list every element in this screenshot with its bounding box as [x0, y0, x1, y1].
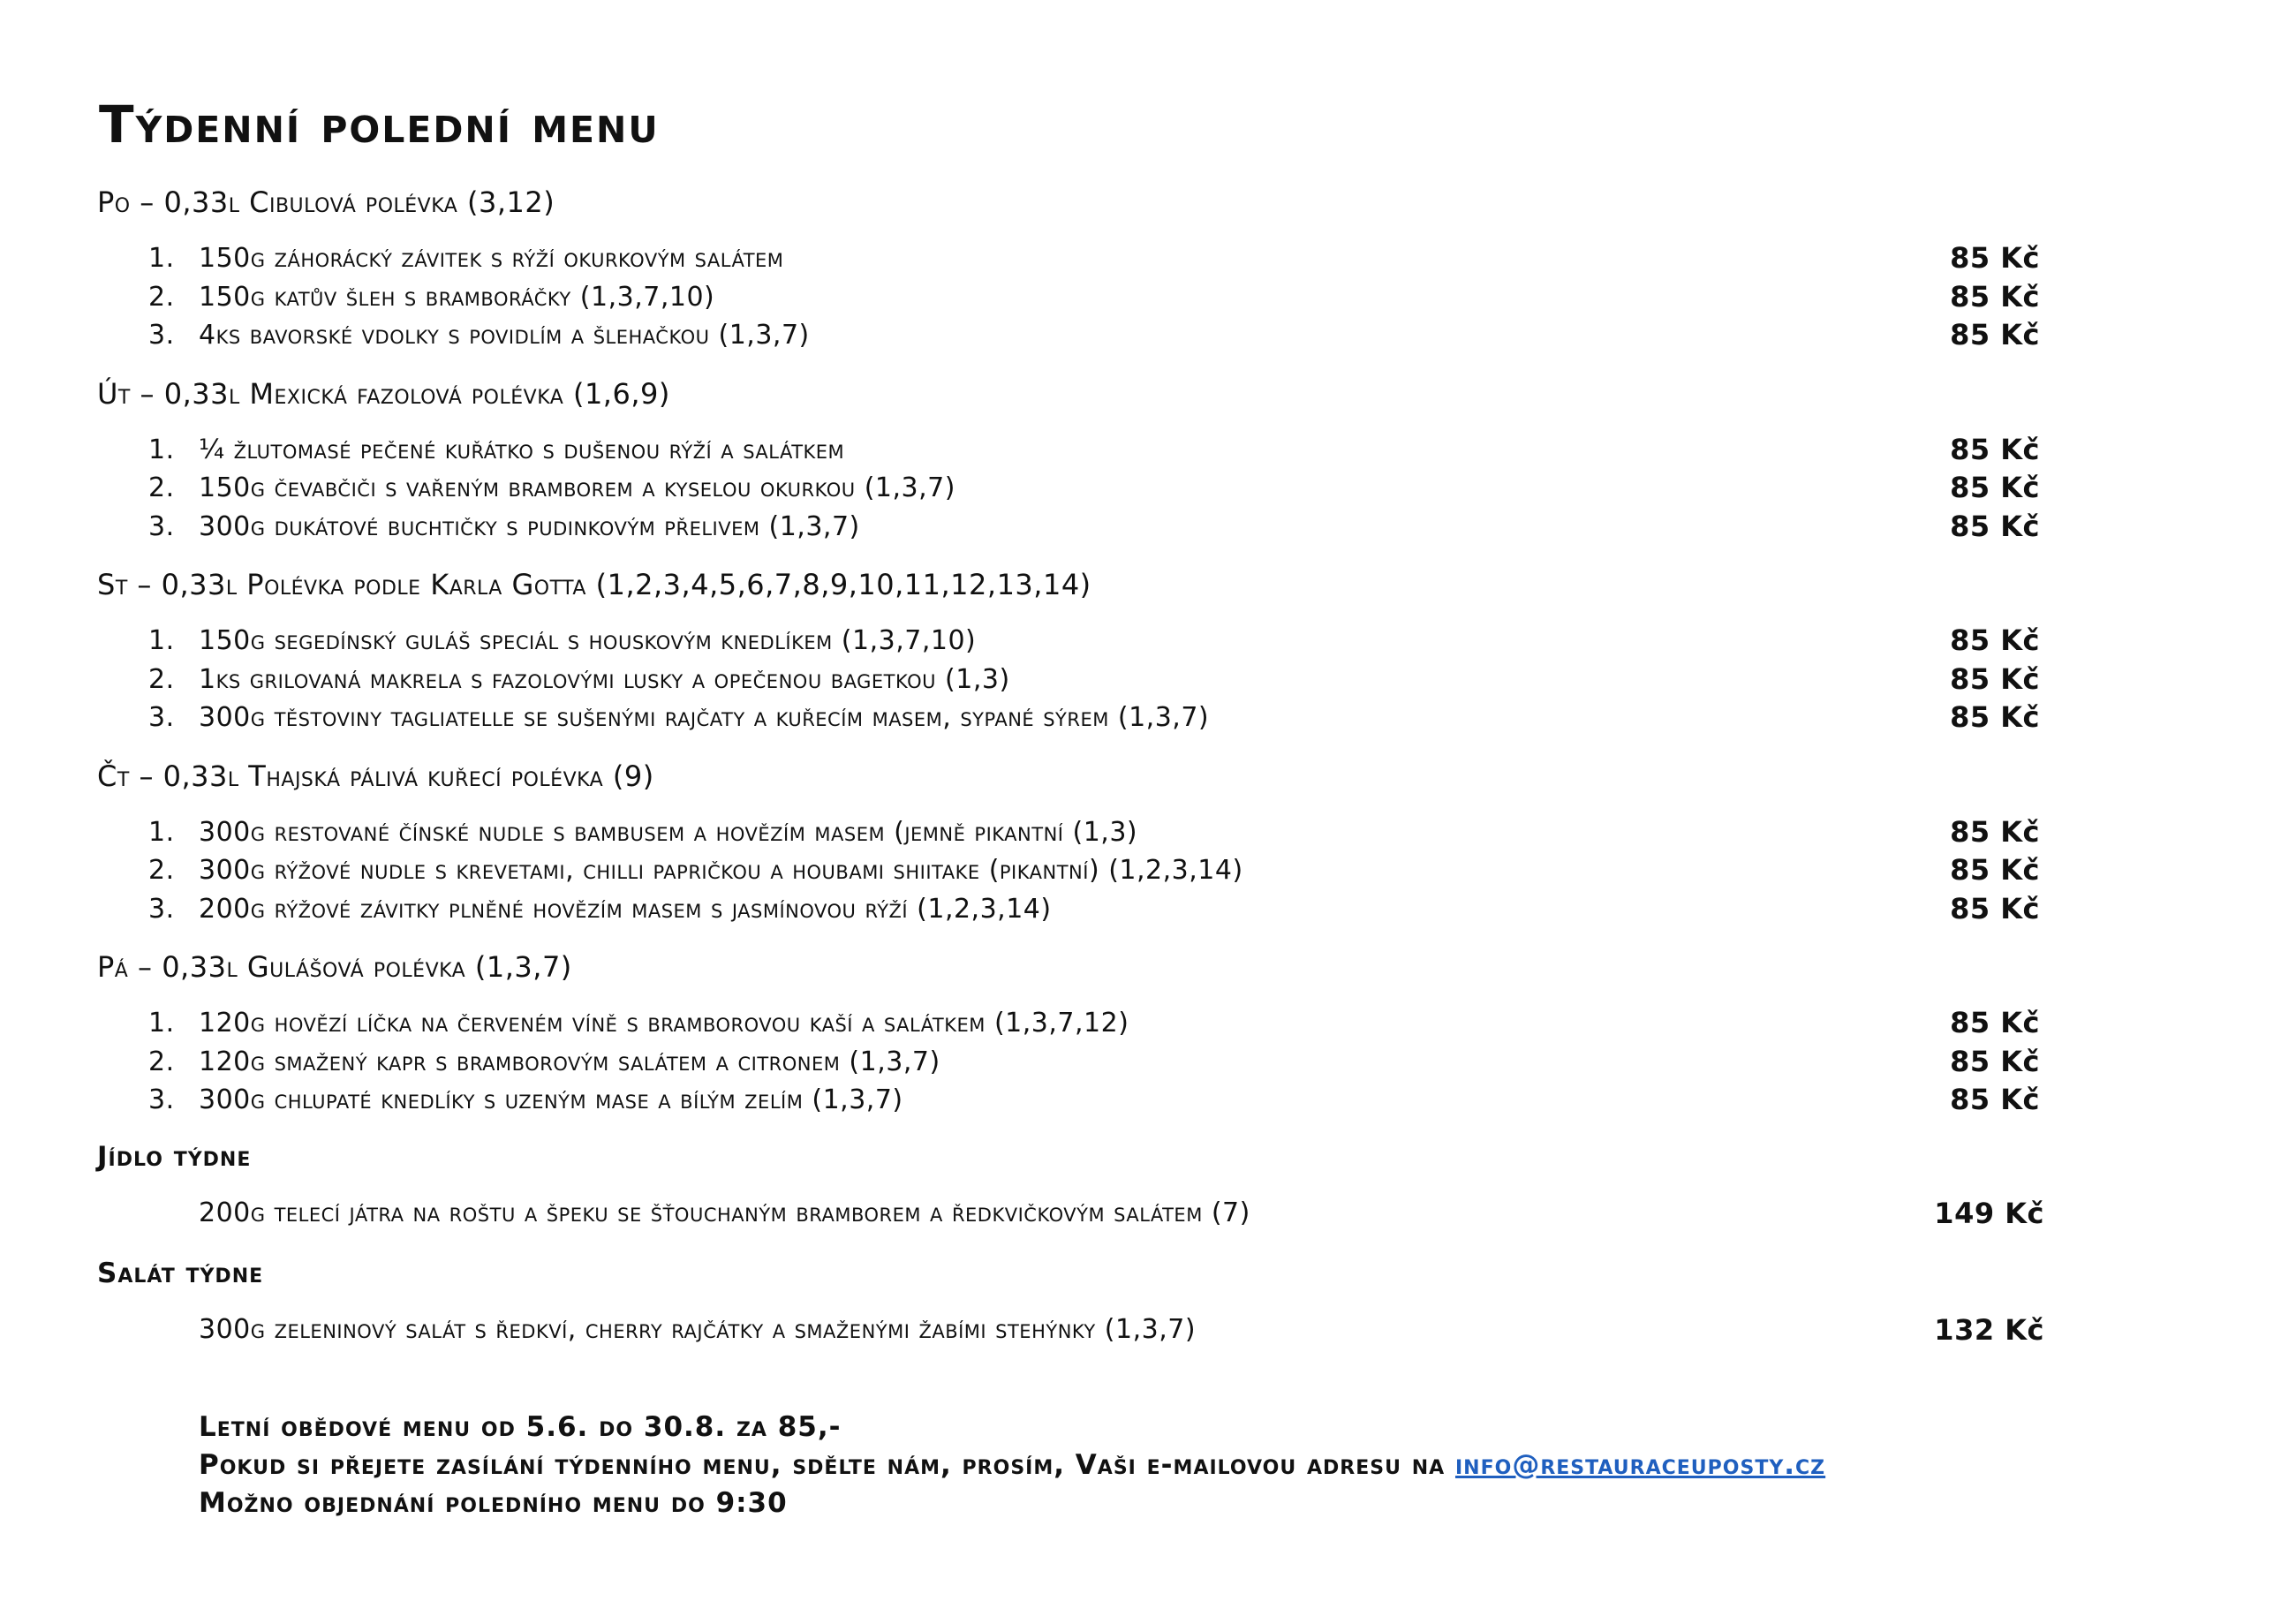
dish-price: 85 Kč [1950, 814, 2040, 849]
salad-of-week-row [97, 1309, 2199, 1351]
dish-price: 85 Kč [1950, 432, 2040, 466]
dish-number: 2. [148, 855, 175, 886]
dish-number: 3. [148, 510, 175, 542]
dish-name: 150g čevabčiči s vařeným bramborem a kyselou okurkou (1,3,7) [199, 472, 955, 503]
day-monday [97, 181, 2199, 355]
dish-name: 1ks grilovaná makrela s fazolovými lusky a opečenou bagetkou (1,3) [199, 663, 1010, 695]
dish-of-week-name: 200g telecí játra na roštu a špeku se šťouchaným bramborem a ředkvičkovým salátem (7) [199, 1197, 1250, 1228]
dish-number: 1. [148, 434, 175, 465]
dish-price: 85 Kč [1950, 471, 2040, 504]
dish-list [97, 622, 2199, 737]
dish-price: 85 Kč [1950, 891, 2040, 925]
menu-content [97, 181, 2199, 1371]
salad-of-week-name: 300g zeleninový salát s ředkví, cherry rajčátky a smaženými žabími stehýnky (1,3,7) [199, 1313, 1197, 1345]
dish-name: 150g katův šleh s bramboráčky (1,3,7,10) [199, 281, 715, 313]
dish-row [97, 1004, 2199, 1043]
dish-row [97, 622, 2199, 661]
dish-row [97, 431, 2199, 470]
dish-number: 2. [148, 281, 175, 313]
dish-name: 4ks bavorské vdolky s povidlím a šlehačkou (1,3,7) [199, 320, 810, 351]
dish-number: 2. [148, 472, 175, 503]
dish-row [97, 278, 2199, 317]
soup-line: Po – 0,33l Cibulová polévka (3,12) [97, 185, 555, 219]
dish-row [97, 316, 2199, 355]
dish-list [97, 1004, 2199, 1120]
soup-line: St – 0,33l Polévka podle Karla Gotta (1,2,3,4,5,6,7,8,9,10,11,12,13,14) [97, 568, 1091, 601]
dish-price: 85 Kč [1950, 1044, 2040, 1078]
dish-number: 3. [148, 1084, 175, 1115]
newsletter-note-text: Pokud si přejete zasílání týdenního menu, sdělte nám, prosím, Vaši e-mailovou adresu na [199, 1449, 1455, 1481]
dish-number: 1. [148, 243, 175, 274]
dish-list [97, 431, 2199, 547]
dish-name: 120g smažený kapr s bramborovým salátem a citronem (1,3,7) [199, 1046, 940, 1077]
dish-name: 150g segedínský guláš speciál s houskovým knedlíkem (1,3,7,10) [199, 625, 977, 656]
dish-number: 3. [148, 320, 175, 351]
dish-number: 3. [148, 893, 175, 925]
dish-name: 120g hovězí líčka na červeném víně s bramborovou kaší a salátkem (1,3,7,12) [199, 1008, 1129, 1039]
dish-price: 85 Kč [1950, 241, 2040, 275]
dish-name: 300g restované čínské nudle s bambusem a hovězím masem (jemně pikantní (1,3) [199, 816, 1138, 848]
dish-of-week-price: 149 Kč [1934, 1196, 2044, 1230]
dish-row [97, 851, 2199, 890]
day-friday [97, 946, 2199, 1120]
dish-number: 1. [148, 816, 175, 848]
page-title: Týdenní polední menu [99, 94, 660, 155]
dish-price: 85 Kč [1950, 1083, 2040, 1116]
dish-list [97, 813, 2199, 929]
dish-row [97, 661, 2199, 699]
soup-line: Út – 0,33l Mexická fazolová polévka (1,6,9) [97, 376, 670, 411]
dish-row [97, 1043, 2199, 1082]
dish-of-week-heading: Jídlo týdne [97, 1140, 252, 1173]
footer-notes [199, 1409, 1825, 1522]
day-tuesday [97, 373, 2199, 547]
dish-list [97, 239, 2199, 355]
newsletter-note [199, 1446, 1825, 1484]
dish-number: 3. [148, 702, 175, 733]
dish-price: 85 Kč [1950, 318, 2040, 351]
dish-number: 2. [148, 1046, 175, 1077]
dish-name: 300g dukátové buchtičky s pudinkovým přelivem (1,3,7) [199, 510, 860, 542]
dish-name: 300g rýžové nudle s krevetami, chilli papričkou a houbami shiitake (pikantní) (1,2,3,14) [199, 855, 1243, 886]
summer-menu-note: Letní obědové menu od 5.6. do 30.8. za 85,- [199, 1411, 842, 1443]
dish-name: 300g těstoviny tagliatelle se sušenými rajčaty a kuřecím masem, sypané sýrem (1,3,7) [199, 702, 1210, 733]
dish-price: 85 Kč [1950, 279, 2040, 313]
salad-of-week-price: 132 Kč [1934, 1312, 2044, 1347]
dish-row [97, 469, 2199, 508]
email-link[interactable]: info@restauraceuposty.cz [1454, 1449, 1826, 1481]
dish-row [97, 239, 2199, 278]
salad-of-week-heading: Salát týdne [97, 1257, 264, 1289]
day-wednesday [97, 563, 2199, 737]
dish-price: 85 Kč [1950, 1006, 2040, 1039]
dish-name: 200g rýžové závitky plněné hovězím masem s jasmínovou rýží (1,2,3,14) [199, 893, 1052, 925]
dish-price: 85 Kč [1950, 853, 2040, 887]
dish-row [97, 508, 2199, 547]
dish-price: 85 Kč [1950, 700, 2040, 734]
dish-price: 85 Kč [1950, 509, 2040, 543]
dish-row [97, 813, 2199, 852]
order-deadline-note: Možno objednání poledního menu do 9:30 [199, 1487, 788, 1519]
dish-name: 150g záhorácký závitek s rýží okurkovým salátem [199, 243, 784, 274]
day-thursday [97, 755, 2199, 929]
soup-line: Pá – 0,33l Gulášová polévka (1,3,7) [97, 950, 572, 984]
dish-number: 1. [148, 1008, 175, 1039]
dish-name: ¼ žlutomasé pečené kuřátko s dušenou rýží a salátkem [199, 434, 845, 465]
dish-name: 300g chlupaté knedlíky s uzeným mase a bílým zelím (1,3,7) [199, 1084, 903, 1115]
dish-price: 85 Kč [1950, 661, 2040, 696]
dish-row [97, 890, 2199, 929]
dish-number: 2. [148, 663, 175, 695]
soup-line: Čt – 0,33l Thajská pálivá kuřecí polévka (9) [97, 759, 654, 793]
dish-of-week-row [97, 1192, 2199, 1235]
dish-row [97, 1081, 2199, 1120]
dish-price: 85 Kč [1950, 623, 2040, 657]
dish-number: 1. [148, 625, 175, 656]
dish-row [97, 699, 2199, 737]
